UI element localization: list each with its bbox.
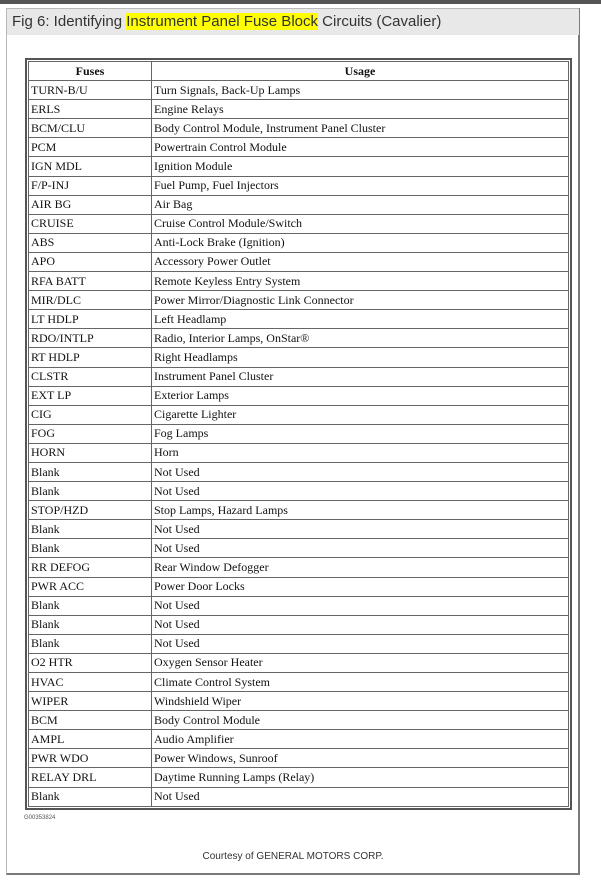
fuse-usage-cell: Windshield Wiper [152,692,569,711]
fuse-name-cell: WIPER [29,692,152,711]
fuse-usage-cell: Engine Relays [152,100,569,119]
fuse-name-cell: Blank [29,615,152,634]
fuse-usage-cell: Stop Lamps, Hazard Lamps [152,501,569,520]
title-prefix: Fig 6: Identifying [12,13,127,30]
fuse-table-frame [25,58,572,810]
table-row [29,615,569,634]
fuse-name-cell: CIG [29,405,152,424]
title-highlight: Instrument Panel Fuse Block [126,13,318,30]
fuse-usage-cell: Power Windows, Sunroof [152,749,569,768]
fuse-table [28,61,569,807]
fuse-name-cell: Blank [29,596,152,615]
header-usage: Usage [152,62,569,81]
fuse-usage-cell: Remote Keyless Entry System [152,272,569,291]
figure-panel [6,8,580,875]
table-row [29,692,569,711]
table-row [29,310,569,329]
table-row [29,749,569,768]
table-row [29,673,569,692]
fuse-usage-cell: Anti-Lock Brake (Ignition) [152,233,569,252]
fuse-usage-cell: Not Used [152,634,569,653]
fuse-name-cell: O2 HTR [29,653,152,672]
table-row [29,443,569,462]
fuse-usage-cell: Not Used [152,539,569,558]
table-row [29,539,569,558]
fuse-usage-cell: Turn Signals, Back-Up Lamps [152,81,569,100]
fuse-name-cell: PWR ACC [29,577,152,596]
fuse-usage-cell: Right Headlamps [152,348,569,367]
fuse-name-cell: STOP/HZD [29,501,152,520]
fuse-name-cell: RFA BATT [29,272,152,291]
table-row [29,558,569,577]
fuse-usage-cell: Radio, Interior Lamps, OnStar® [152,329,569,348]
fuse-usage-cell: Left Headlamp [152,310,569,329]
table-row [29,272,569,291]
table-row [29,424,569,443]
fuse-usage-cell: Instrument Panel Cluster [152,367,569,386]
table-row [29,596,569,615]
fuse-name-cell: APO [29,252,152,271]
top-border [0,0,601,4]
fuse-name-cell: RDO/INTLP [29,329,152,348]
table-row [29,577,569,596]
table-row [29,100,569,119]
fuse-name-cell: RELAY DRL [29,768,152,787]
fuse-usage-cell: Air Bag [152,195,569,214]
fuse-name-cell: Blank [29,482,152,501]
table-row [29,119,569,138]
fuse-usage-cell: Oxygen Sensor Heater [152,653,569,672]
fuse-name-cell: HVAC [29,673,152,692]
table-row [29,462,569,481]
fuse-table-body [29,81,569,807]
table-row [29,520,569,539]
title-suffix: Circuits (Cavalier) [318,13,442,30]
fuse-name-cell: Blank [29,520,152,539]
fuse-name-cell: BCM [29,711,152,730]
table-row [29,386,569,405]
fuse-usage-cell: Not Used [152,520,569,539]
table-row [29,329,569,348]
fuse-usage-cell: Not Used [152,482,569,501]
fuse-name-cell: BCM/CLU [29,119,152,138]
fuse-usage-cell: Not Used [152,596,569,615]
fuse-usage-cell: Accessory Power Outlet [152,252,569,271]
table-row [29,711,569,730]
fuse-name-cell: AMPL [29,730,152,749]
table-row [29,482,569,501]
table-row [29,367,569,386]
fuse-usage-cell: Fog Lamps [152,424,569,443]
table-row [29,501,569,520]
fuse-usage-cell: Not Used [152,615,569,634]
figure-title [7,9,579,35]
fuse-name-cell: RT HDLP [29,348,152,367]
table-row [29,768,569,787]
header-fuses: Fuses [29,62,152,81]
fuse-name-cell: HORN [29,443,152,462]
fuse-name-cell: AIR BG [29,195,152,214]
table-row [29,81,569,100]
table-row [29,195,569,214]
fuse-usage-cell: Powertrain Control Module [152,138,569,157]
fuse-name-cell: ERLS [29,100,152,119]
table-row [29,730,569,749]
courtesy-credit: Courtesy of GENERAL MOTORS CORP. [202,851,384,862]
fuse-name-cell: TURN-B/U [29,81,152,100]
table-row [29,634,569,653]
fuse-usage-cell: Exterior Lamps [152,386,569,405]
fuse-name-cell: CRUISE [29,214,152,233]
fuse-name-cell: PWR WDO [29,749,152,768]
fuse-name-cell: Blank [29,462,152,481]
fuse-usage-cell: Fuel Pump, Fuel Injectors [152,176,569,195]
table-row [29,233,569,252]
fuse-usage-cell: Cigarette Lighter [152,405,569,424]
fuse-usage-cell: Power Mirror/Diagnostic Link Connector [152,291,569,310]
fuse-name-cell: LT HDLP [29,310,152,329]
fuse-usage-cell: Power Door Locks [152,577,569,596]
fuse-name-cell: PCM [29,138,152,157]
table-row [29,291,569,310]
fuse-usage-cell: Climate Control System [152,673,569,692]
fuse-name-cell: CLSTR [29,367,152,386]
table-row [29,252,569,271]
table-row [29,214,569,233]
figure-code: G00353824 [24,815,56,821]
table-row [29,138,569,157]
fuse-usage-cell: Horn [152,443,569,462]
fuse-usage-cell: Body Control Module [152,711,569,730]
fuse-usage-cell: Ignition Module [152,157,569,176]
table-row [29,787,569,806]
fuse-name-cell: MIR/DLC [29,291,152,310]
fuse-usage-cell: Cruise Control Module/Switch [152,214,569,233]
table-header-row [29,62,569,81]
fuse-usage-cell: Audio Amplifier [152,730,569,749]
table-row [29,157,569,176]
table-row [29,348,569,367]
fuse-name-cell: F/P-INJ [29,176,152,195]
fuse-usage-cell: Daytime Running Lamps (Relay) [152,768,569,787]
fuse-name-cell: EXT LP [29,386,152,405]
fuse-name-cell: Blank [29,539,152,558]
fuse-usage-cell: Not Used [152,787,569,806]
fuse-usage-cell: Rear Window Defogger [152,558,569,577]
fuse-name-cell: RR DEFOG [29,558,152,577]
fuse-name-cell: IGN MDL [29,157,152,176]
table-row [29,653,569,672]
fuse-usage-cell: Body Control Module, Instrument Panel Cluster [152,119,569,138]
fuse-name-cell: Blank [29,634,152,653]
fuse-name-cell: FOG [29,424,152,443]
fuse-usage-cell: Not Used [152,462,569,481]
fuse-name-cell: ABS [29,233,152,252]
table-row [29,176,569,195]
fuse-name-cell: Blank [29,787,152,806]
table-row [29,405,569,424]
